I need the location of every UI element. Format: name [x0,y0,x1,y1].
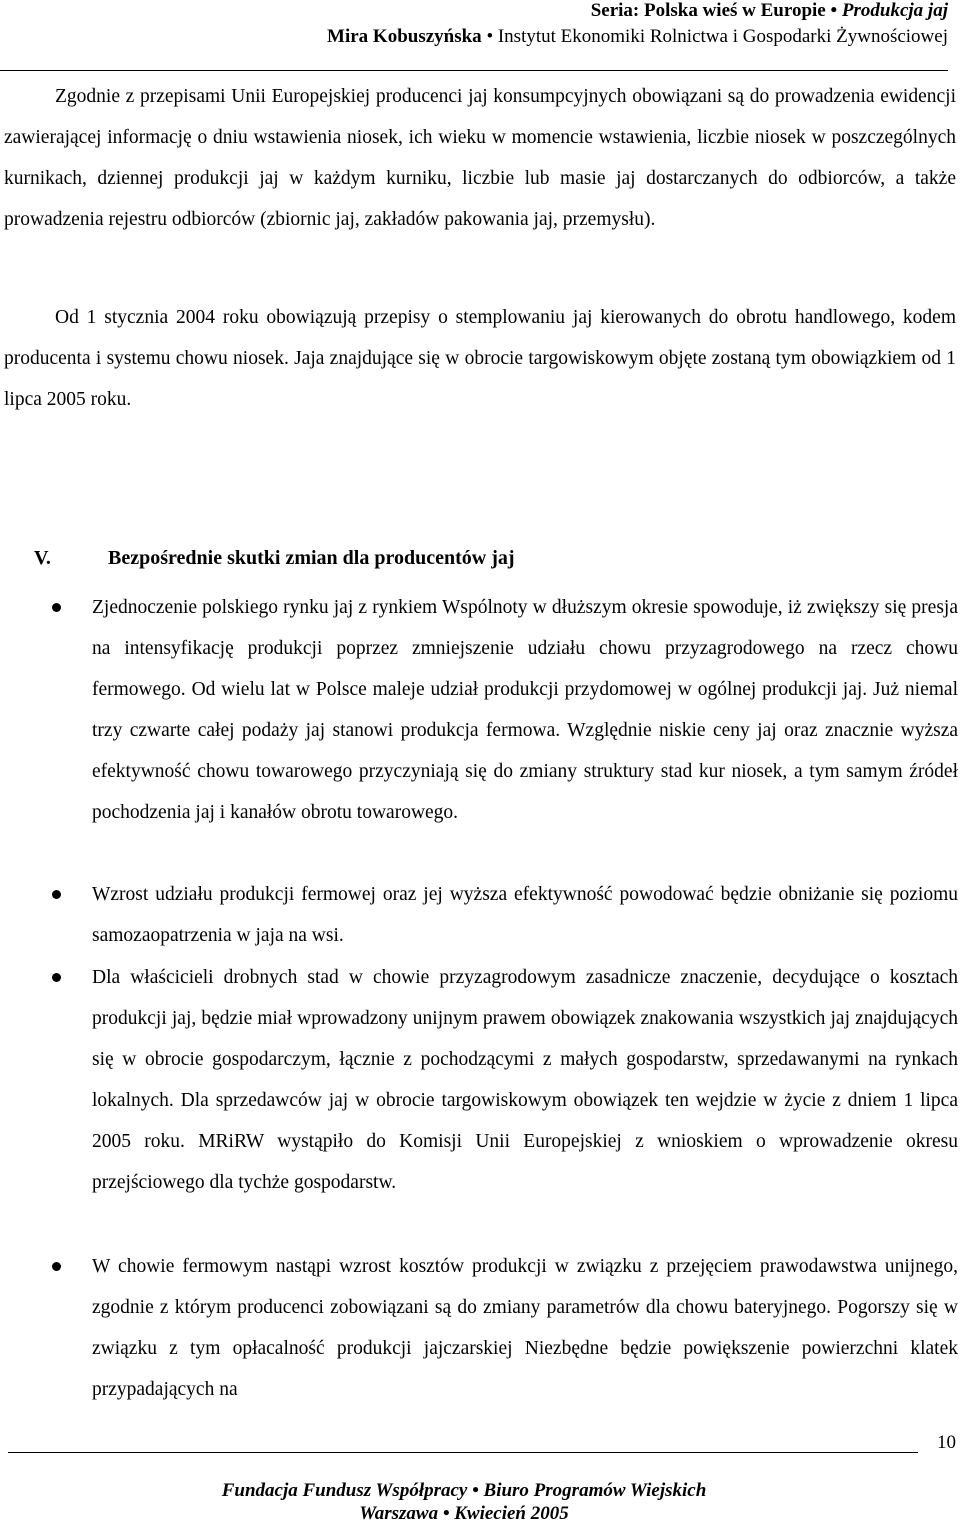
bullet-item-1: Zjednoczenie polskiego rynku jaj z rynkiem Wspólnoty w dłuższym okresie spowoduje, iż zwiększy się presja na intensyfikację produkcji poprzez zmniejszenie udziału chowu przyzagrodowego na rzecz chowu fermowego. Od wielu lat w Polsce maleje udział produkcji przydomowej w ogólnej produkcji jaj. Już niemal trzy czwarte całej podaży jaj stanowi produkcja fermowa. Względnie niskie ceny jaj oraz znacznie wyższa efektywność chowu towarowego przyczyniają się do zmiany struktury stad kur niosek, a tym samym źródeł pochodzenia jaj i kanałów obrotu towarowego. [92,597,958,823]
header-institute: Instytut Ekonomiki Rolnictwa i Gospodarki Żywnościowej [497,26,948,47]
bullet-dot-icon [52,1262,61,1271]
section-heading [34,547,515,570]
header-series-label: Seria: Polska wieś w Europie [590,0,826,21]
bullet-item-3: Dla właścicieli drobnych stad w chowie przyzagrodowym zasadnicze znaczenie, decydujące o kosztach produkcji jaj, będzie miał wprowadzony unijnym prawem obowiązek znakowania wszystkich jaj znajdujących się w obrocie gospodarczym, łącznie z pochodzącymi z małych gospodarstw, sprzedawanymi na rynkach lokalnych. Dla sprzedawców jaj w obrocie targowiskowym obowiązek ten wejdzie w życie z dniem 1 lipca 2005 roku. MRiRW wystąpiło do Komisji Unii Europejskiej z wnioskiem o wprowadzenie okresu przejściowego dla tychże gospodarstw. [92,967,958,1193]
bullet-separator: • [486,26,498,47]
bullet-separator: • [830,0,842,21]
paragraph-1: Zgodnie z przepisami Unii Europejskiej producenci jaj konsumpcyjnych obowiązani są do prowadzenia ewidencji zawierającej informację o dniu wstawienia niosek, ich wieku w momencie wstawienia, liczbie niosek w poszczególnych kurnikach, dziennej produkcji jaj w każdym kurniku, liczbie lub masie jaj dostarczanych do odbiorców, a także prowadzenia rejestru odbiorców (zbiornic jaj, zakładów pakowania jaj, przemysłu). [4,86,956,230]
header-divider [0,70,948,71]
header-series-line [591,0,948,22]
footer-place-date: Warszawa • Kwiecień 2005 [359,1503,569,1524]
section-title: Bezpośrednie skutki zmian dla producentów jaj [108,547,515,569]
bullet-dot-icon [52,603,61,612]
page-number: 10 [937,1432,956,1453]
bullet-item-2: Wzrost udziału produkcji fermowej oraz jej wyższa efektywność powodować będzie obniżanie się poziomu samozaopatrzenia w jaja na wsi. [92,884,958,946]
bullet-dot-icon [52,890,61,899]
header-author: Mira Kobuszyńska [327,26,482,47]
footer-divider [8,1452,918,1453]
header-author-line [327,26,948,48]
footer-organization: Fundacja Fundusz Współpracy • Biuro Programów Wiejskich [221,1480,707,1501]
bullet-dot-icon [52,973,61,982]
section-number: V. [34,547,51,569]
paragraph-2: Od 1 stycznia 2004 roku obowiązują przepisy o stemplowaniu jaj kierowanych do obrotu handlowego, kodem producenta i systemu chowu niosek. Jaja znajdujące się w obrocie targowiskowym objęte zostaną tym obowiązkiem od 1 lipca 2005 roku. [4,307,956,410]
bullet-item-4: W chowie fermowym nastąpi wzrost kosztów produkcji w związku z przejęciem prawodawstwa unijnego, zgodnie z którym producenci zobowiązani są do zmiany parametrów dla chowu bateryjnego. Pogorszy się w związku z tym opłacalność produkcji jajczarskiej Niezbędne będzie powiększenie powierzchni klatek przypadających na [92,1256,958,1400]
header-series-title: Produkcja jaj [841,0,948,21]
